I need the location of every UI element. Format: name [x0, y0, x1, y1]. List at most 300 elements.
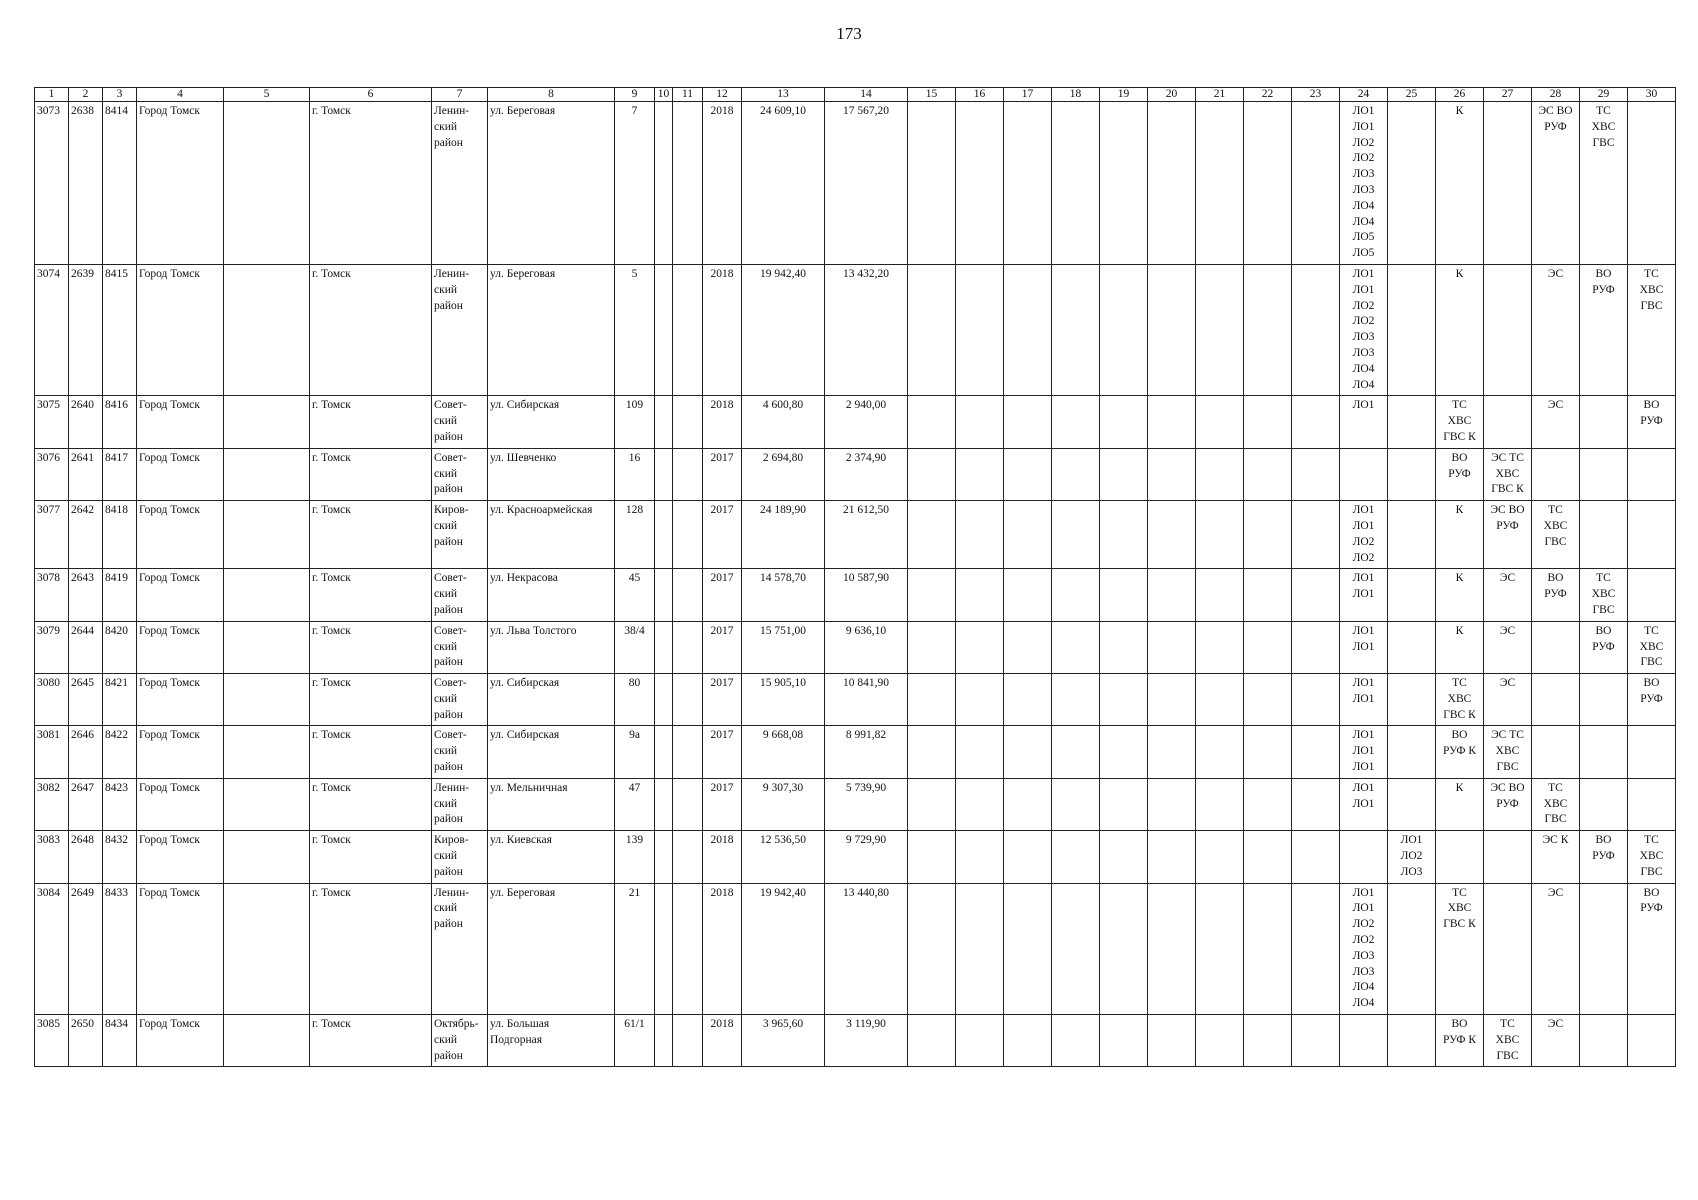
cell-col-15 — [908, 501, 956, 569]
cell-district: Совет- ский район — [432, 448, 488, 500]
cell-works-25 — [1388, 264, 1436, 395]
cell-locality: г. Томск — [310, 501, 432, 569]
cell-works-24: ЛО1 — [1340, 396, 1388, 448]
cell-col-21 — [1196, 396, 1244, 448]
table-row — [35, 396, 1676, 448]
cell-col-17 — [1004, 674, 1052, 726]
cell-row-number: 3081 — [35, 726, 69, 778]
cell-col-15 — [908, 264, 956, 395]
cell-settlement-type — [224, 264, 310, 395]
cell-works-24: ЛО1 ЛО1 — [1340, 569, 1388, 621]
table-row — [35, 831, 1676, 883]
cell-col-21 — [1196, 674, 1244, 726]
cell-col-18 — [1052, 831, 1100, 883]
cell-works-25 — [1388, 396, 1436, 448]
cell-works-26: К — [1436, 102, 1484, 265]
cell-area-total: 15 905,10 — [742, 674, 825, 726]
cell-area-living: 17 567,20 — [825, 102, 908, 265]
cell-col-16 — [956, 264, 1004, 395]
cell-col-15 — [908, 778, 956, 830]
cell-col-23 — [1292, 264, 1340, 395]
cell-works-26: К — [1436, 778, 1484, 830]
cell-row-number: 3080 — [35, 674, 69, 726]
table-row — [35, 448, 1676, 500]
cell-col-21 — [1196, 501, 1244, 569]
cell-col-17 — [1004, 569, 1052, 621]
cell-area-total: 15 751,00 — [742, 621, 825, 673]
cell-works-26: ВО РУФ К — [1436, 726, 1484, 778]
cell-col-23 — [1292, 778, 1340, 830]
cell-col-22 — [1244, 883, 1292, 1014]
cell-works-29 — [1580, 448, 1628, 500]
cell-district: Киров- ский район — [432, 501, 488, 569]
cell-district: Ленин- ский район — [432, 778, 488, 830]
cell-col-17 — [1004, 264, 1052, 395]
cell-col-10 — [655, 396, 673, 448]
cell-index-3: 8422 — [103, 726, 137, 778]
cell-col-23 — [1292, 448, 1340, 500]
cell-col-11 — [673, 501, 703, 569]
cell-col-15 — [908, 831, 956, 883]
cell-area-total: 19 942,40 — [742, 264, 825, 395]
column-header-19: 19 — [1100, 88, 1148, 102]
column-header-25: 25 — [1388, 88, 1436, 102]
cell-area-total: 9 307,30 — [742, 778, 825, 830]
cell-works-30: ВО РУФ — [1628, 883, 1676, 1014]
cell-row-number: 3085 — [35, 1015, 69, 1067]
cell-col-22 — [1244, 621, 1292, 673]
housing-registry-table — [34, 87, 1676, 1067]
cell-col-23 — [1292, 501, 1340, 569]
cell-works-29 — [1580, 674, 1628, 726]
cell-works-28: ЭС К — [1532, 831, 1580, 883]
cell-col-18 — [1052, 448, 1100, 500]
cell-col-20 — [1148, 396, 1196, 448]
cell-index-2: 2644 — [69, 621, 103, 673]
cell-works-30: ТС ХВС ГВС — [1628, 831, 1676, 883]
cell-index-2: 2646 — [69, 726, 103, 778]
cell-col-11 — [673, 448, 703, 500]
cell-col-10 — [655, 621, 673, 673]
cell-col-17 — [1004, 883, 1052, 1014]
cell-locality: г. Томск — [310, 264, 432, 395]
cell-house-number: 45 — [615, 569, 655, 621]
cell-index-3: 8420 — [103, 621, 137, 673]
table-row — [35, 1015, 1676, 1067]
cell-area-living: 13 432,20 — [825, 264, 908, 395]
cell-works-24: ЛО1 ЛО1 ЛО2 ЛО2 ЛО3 ЛО3 ЛО4 ЛО4 ЛО5 ЛО5 — [1340, 102, 1388, 265]
cell-works-30 — [1628, 569, 1676, 621]
cell-area-living: 21 612,50 — [825, 501, 908, 569]
cell-area-total: 19 942,40 — [742, 883, 825, 1014]
cell-col-19 — [1100, 264, 1148, 395]
cell-house-number: 61/1 — [615, 1015, 655, 1067]
cell-works-27 — [1484, 883, 1532, 1014]
cell-col-21 — [1196, 621, 1244, 673]
cell-index-2: 2647 — [69, 778, 103, 830]
cell-house-number: 16 — [615, 448, 655, 500]
cell-col-23 — [1292, 726, 1340, 778]
cell-col-18 — [1052, 1015, 1100, 1067]
cell-locality: г. Томск — [310, 102, 432, 265]
cell-col-16 — [956, 726, 1004, 778]
cell-area-living: 9 636,10 — [825, 621, 908, 673]
cell-settlement-type — [224, 621, 310, 673]
cell-col-11 — [673, 102, 703, 265]
cell-col-10 — [655, 1015, 673, 1067]
cell-col-21 — [1196, 448, 1244, 500]
cell-index-3: 8419 — [103, 569, 137, 621]
cell-col-10 — [655, 448, 673, 500]
cell-works-26 — [1436, 831, 1484, 883]
column-header-11: 11 — [673, 88, 703, 102]
cell-locality: г. Томск — [310, 569, 432, 621]
cell-works-26: К — [1436, 569, 1484, 621]
cell-col-21 — [1196, 1015, 1244, 1067]
cell-col-16 — [956, 448, 1004, 500]
cell-col-21 — [1196, 264, 1244, 395]
cell-col-22 — [1244, 831, 1292, 883]
cell-works-29: ТС ХВС ГВС — [1580, 102, 1628, 265]
cell-works-28: ЭС ВО РУФ — [1532, 102, 1580, 265]
cell-works-24: ЛО1 ЛО1 ЛО2 ЛО2 — [1340, 501, 1388, 569]
cell-col-21 — [1196, 831, 1244, 883]
cell-col-18 — [1052, 726, 1100, 778]
cell-municipality: Город Томск — [137, 674, 224, 726]
cell-index-3: 8417 — [103, 448, 137, 500]
cell-col-23 — [1292, 831, 1340, 883]
cell-col-20 — [1148, 674, 1196, 726]
cell-works-28 — [1532, 621, 1580, 673]
column-header-8: 8 — [488, 88, 615, 102]
column-header-3: 3 — [103, 88, 137, 102]
cell-works-29 — [1580, 501, 1628, 569]
cell-year: 2017 — [703, 569, 742, 621]
cell-works-25 — [1388, 1015, 1436, 1067]
cell-index-3: 8433 — [103, 883, 137, 1014]
cell-col-19 — [1100, 831, 1148, 883]
cell-house-number: 38/4 — [615, 621, 655, 673]
cell-area-living: 3 119,90 — [825, 1015, 908, 1067]
cell-col-10 — [655, 264, 673, 395]
cell-settlement-type — [224, 1015, 310, 1067]
cell-col-20 — [1148, 102, 1196, 265]
cell-works-30: ВО РУФ — [1628, 396, 1676, 448]
cell-col-17 — [1004, 1015, 1052, 1067]
cell-col-20 — [1148, 883, 1196, 1014]
cell-area-living: 2 940,00 — [825, 396, 908, 448]
cell-col-15 — [908, 102, 956, 265]
cell-works-28: ВО РУФ — [1532, 569, 1580, 621]
cell-col-17 — [1004, 448, 1052, 500]
cell-district: Совет- ский район — [432, 621, 488, 673]
cell-municipality: Город Томск — [137, 501, 224, 569]
cell-works-29 — [1580, 778, 1628, 830]
cell-col-16 — [956, 1015, 1004, 1067]
cell-col-15 — [908, 621, 956, 673]
cell-settlement-type — [224, 448, 310, 500]
cell-col-22 — [1244, 396, 1292, 448]
cell-house-number: 5 — [615, 264, 655, 395]
cell-district: Октябрь- ский район — [432, 1015, 488, 1067]
cell-street: ул. Береговая — [488, 264, 615, 395]
cell-works-28: ЭС — [1532, 883, 1580, 1014]
cell-row-number: 3079 — [35, 621, 69, 673]
cell-year: 2018 — [703, 1015, 742, 1067]
cell-settlement-type — [224, 778, 310, 830]
cell-col-16 — [956, 102, 1004, 265]
cell-col-18 — [1052, 264, 1100, 395]
cell-area-total: 24 189,90 — [742, 501, 825, 569]
cell-col-16 — [956, 569, 1004, 621]
cell-district: Совет- ский район — [432, 569, 488, 621]
cell-col-22 — [1244, 102, 1292, 265]
cell-col-20 — [1148, 621, 1196, 673]
cell-house-number: 9а — [615, 726, 655, 778]
cell-col-23 — [1292, 569, 1340, 621]
cell-index-3: 8414 — [103, 102, 137, 265]
cell-col-21 — [1196, 102, 1244, 265]
cell-col-15 — [908, 1015, 956, 1067]
cell-works-26: ТС ХВС ГВС К — [1436, 883, 1484, 1014]
column-header-24: 24 — [1340, 88, 1388, 102]
cell-municipality: Город Томск — [137, 569, 224, 621]
cell-col-18 — [1052, 569, 1100, 621]
cell-col-11 — [673, 1015, 703, 1067]
column-number-row — [35, 88, 1676, 102]
cell-district: Киров- ский район — [432, 831, 488, 883]
cell-col-10 — [655, 569, 673, 621]
cell-col-21 — [1196, 778, 1244, 830]
cell-col-15 — [908, 448, 956, 500]
cell-works-30 — [1628, 501, 1676, 569]
cell-col-10 — [655, 674, 673, 726]
cell-works-28: ЭС — [1532, 264, 1580, 395]
cell-col-22 — [1244, 501, 1292, 569]
cell-works-27: ЭС ТС ХВС ГВС К — [1484, 448, 1532, 500]
column-header-4: 4 — [137, 88, 224, 102]
cell-area-total: 4 600,80 — [742, 396, 825, 448]
cell-works-25 — [1388, 102, 1436, 265]
cell-house-number: 21 — [615, 883, 655, 1014]
cell-col-17 — [1004, 726, 1052, 778]
cell-area-total: 2 694,80 — [742, 448, 825, 500]
column-header-6: 6 — [310, 88, 432, 102]
cell-index-2: 2649 — [69, 883, 103, 1014]
cell-index-2: 2643 — [69, 569, 103, 621]
cell-col-11 — [673, 726, 703, 778]
cell-municipality: Город Томск — [137, 726, 224, 778]
table-row — [35, 621, 1676, 673]
cell-works-29: ТС ХВС ГВС — [1580, 569, 1628, 621]
cell-col-18 — [1052, 621, 1100, 673]
cell-works-24 — [1340, 448, 1388, 500]
cell-col-16 — [956, 396, 1004, 448]
cell-col-22 — [1244, 448, 1292, 500]
cell-municipality: Город Томск — [137, 883, 224, 1014]
cell-street: ул. Некрасова — [488, 569, 615, 621]
cell-year: 2018 — [703, 883, 742, 1014]
cell-col-16 — [956, 674, 1004, 726]
cell-row-number: 3074 — [35, 264, 69, 395]
cell-street: ул. Береговая — [488, 102, 615, 265]
cell-col-23 — [1292, 674, 1340, 726]
cell-works-24: ЛО1 ЛО1 — [1340, 621, 1388, 673]
cell-street: ул. Красноармейская — [488, 501, 615, 569]
cell-street: ул. Сибирская — [488, 396, 615, 448]
cell-works-26: ТС ХВС ГВС К — [1436, 674, 1484, 726]
cell-col-20 — [1148, 778, 1196, 830]
cell-works-29 — [1580, 396, 1628, 448]
column-header-12: 12 — [703, 88, 742, 102]
cell-works-24: ЛО1 ЛО1 ЛО2 ЛО2 ЛО3 ЛО3 ЛО4 ЛО4 — [1340, 264, 1388, 395]
cell-works-24 — [1340, 831, 1388, 883]
cell-street: ул. Сибирская — [488, 726, 615, 778]
cell-col-17 — [1004, 396, 1052, 448]
cell-municipality: Город Томск — [137, 1015, 224, 1067]
cell-works-25 — [1388, 674, 1436, 726]
cell-works-30 — [1628, 1015, 1676, 1067]
cell-area-living: 5 739,90 — [825, 778, 908, 830]
cell-works-29: ВО РУФ — [1580, 621, 1628, 673]
cell-works-30: ТС ХВС ГВС — [1628, 621, 1676, 673]
cell-district: Ленин- ский район — [432, 264, 488, 395]
cell-index-3: 8418 — [103, 501, 137, 569]
column-header-20: 20 — [1148, 88, 1196, 102]
cell-street: ул. Большая Подгорная — [488, 1015, 615, 1067]
cell-works-27: ЭС ТС ХВС ГВС — [1484, 726, 1532, 778]
cell-col-10 — [655, 883, 673, 1014]
cell-works-26: ТС ХВС ГВС К — [1436, 396, 1484, 448]
cell-district: Совет- ский район — [432, 396, 488, 448]
column-header-2: 2 — [69, 88, 103, 102]
cell-index-2: 2639 — [69, 264, 103, 395]
column-header-21: 21 — [1196, 88, 1244, 102]
cell-col-19 — [1100, 778, 1148, 830]
cell-area-total: 3 965,60 — [742, 1015, 825, 1067]
cell-municipality: Город Томск — [137, 264, 224, 395]
cell-house-number: 109 — [615, 396, 655, 448]
cell-works-28: ТС ХВС ГВС — [1532, 778, 1580, 830]
cell-col-11 — [673, 778, 703, 830]
column-header-10: 10 — [655, 88, 673, 102]
cell-col-11 — [673, 883, 703, 1014]
cell-area-living: 8 991,82 — [825, 726, 908, 778]
cell-works-27: ТС ХВС ГВС — [1484, 1015, 1532, 1067]
cell-works-27: ЭС ВО РУФ — [1484, 778, 1532, 830]
table-header — [35, 88, 1676, 102]
cell-col-17 — [1004, 831, 1052, 883]
cell-row-number: 3075 — [35, 396, 69, 448]
cell-row-number: 3076 — [35, 448, 69, 500]
cell-col-18 — [1052, 102, 1100, 265]
cell-year: 2018 — [703, 396, 742, 448]
cell-area-living: 2 374,90 — [825, 448, 908, 500]
column-header-7: 7 — [432, 88, 488, 102]
cell-col-15 — [908, 726, 956, 778]
column-header-16: 16 — [956, 88, 1004, 102]
cell-row-number: 3083 — [35, 831, 69, 883]
cell-municipality: Город Томск — [137, 448, 224, 500]
cell-col-19 — [1100, 883, 1148, 1014]
column-header-27: 27 — [1484, 88, 1532, 102]
cell-house-number: 139 — [615, 831, 655, 883]
cell-index-3: 8421 — [103, 674, 137, 726]
cell-col-16 — [956, 621, 1004, 673]
cell-works-25 — [1388, 501, 1436, 569]
cell-col-19 — [1100, 674, 1148, 726]
cell-col-20 — [1148, 831, 1196, 883]
cell-col-19 — [1100, 726, 1148, 778]
cell-col-20 — [1148, 501, 1196, 569]
cell-col-10 — [655, 778, 673, 830]
page-number: 173 — [836, 24, 862, 43]
cell-index-2: 2645 — [69, 674, 103, 726]
cell-index-3: 8415 — [103, 264, 137, 395]
cell-settlement-type — [224, 883, 310, 1014]
cell-municipality: Город Томск — [137, 778, 224, 830]
cell-col-20 — [1148, 726, 1196, 778]
cell-works-29 — [1580, 726, 1628, 778]
cell-works-24 — [1340, 1015, 1388, 1067]
cell-col-18 — [1052, 501, 1100, 569]
cell-col-20 — [1148, 569, 1196, 621]
cell-municipality: Город Томск — [137, 621, 224, 673]
cell-col-19 — [1100, 448, 1148, 500]
cell-index-2: 2641 — [69, 448, 103, 500]
cell-works-26: К — [1436, 264, 1484, 395]
cell-col-22 — [1244, 264, 1292, 395]
cell-col-11 — [673, 569, 703, 621]
cell-works-27 — [1484, 396, 1532, 448]
cell-settlement-type — [224, 501, 310, 569]
cell-works-27: ЭС ВО РУФ — [1484, 501, 1532, 569]
cell-district: Ленин- ский район — [432, 102, 488, 265]
column-header-9: 9 — [615, 88, 655, 102]
cell-col-22 — [1244, 569, 1292, 621]
cell-house-number: 80 — [615, 674, 655, 726]
column-header-13: 13 — [742, 88, 825, 102]
cell-works-29 — [1580, 1015, 1628, 1067]
cell-works-30 — [1628, 778, 1676, 830]
cell-street: ул. Сибирская — [488, 674, 615, 726]
cell-year: 2017 — [703, 674, 742, 726]
table-row — [35, 778, 1676, 830]
table-body — [35, 102, 1676, 1067]
cell-year: 2018 — [703, 264, 742, 395]
column-header-18: 18 — [1052, 88, 1100, 102]
cell-area-total: 12 536,50 — [742, 831, 825, 883]
cell-row-number: 3078 — [35, 569, 69, 621]
cell-year: 2017 — [703, 726, 742, 778]
cell-row-number: 3082 — [35, 778, 69, 830]
cell-house-number: 7 — [615, 102, 655, 265]
cell-district: Совет- ский район — [432, 726, 488, 778]
cell-street: ул. Киевская — [488, 831, 615, 883]
cell-col-23 — [1292, 883, 1340, 1014]
cell-row-number: 3084 — [35, 883, 69, 1014]
cell-works-28 — [1532, 674, 1580, 726]
column-header-29: 29 — [1580, 88, 1628, 102]
cell-col-11 — [673, 831, 703, 883]
cell-col-10 — [655, 726, 673, 778]
cell-col-18 — [1052, 674, 1100, 726]
column-header-28: 28 — [1532, 88, 1580, 102]
cell-index-3: 8432 — [103, 831, 137, 883]
cell-index-2: 2648 — [69, 831, 103, 883]
cell-row-number: 3077 — [35, 501, 69, 569]
cell-col-19 — [1100, 501, 1148, 569]
